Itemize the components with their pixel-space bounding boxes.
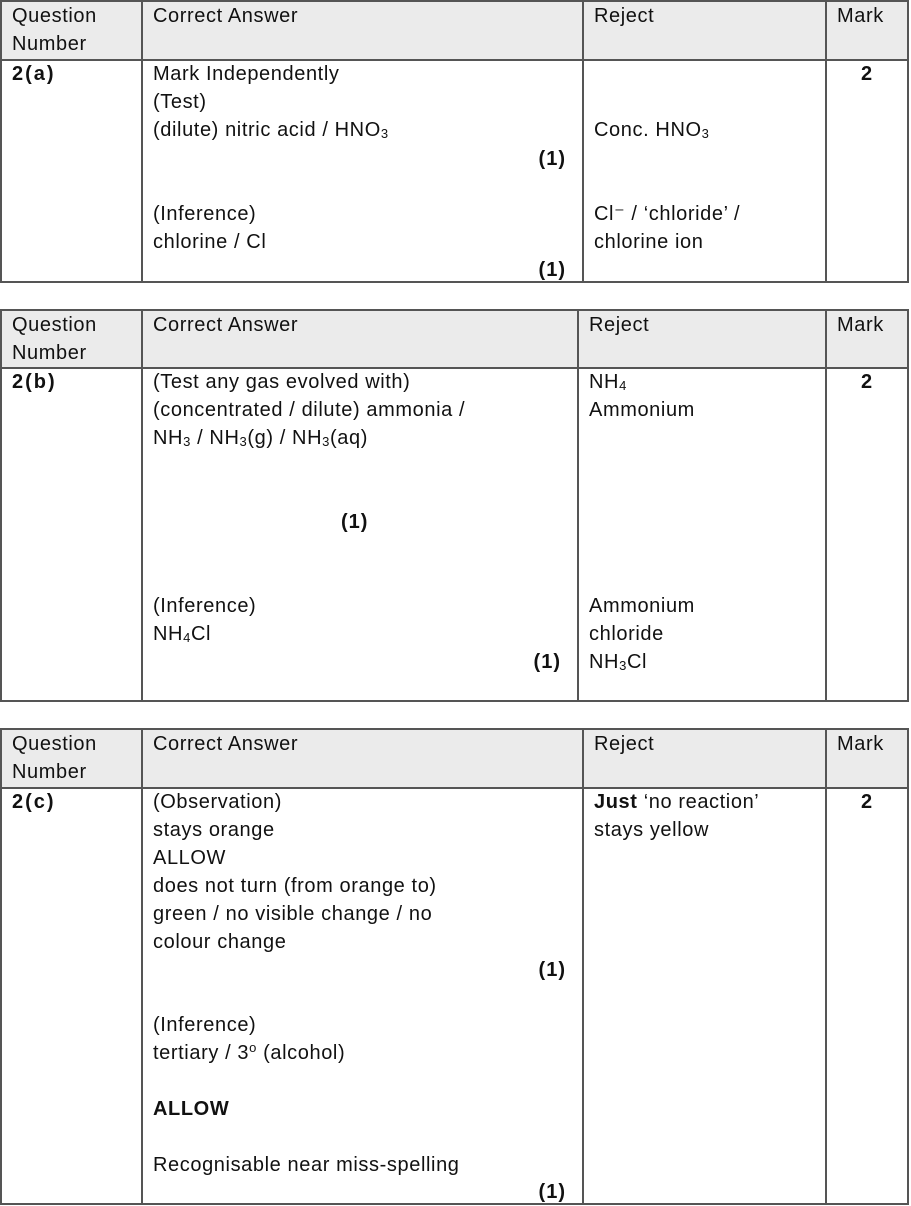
reject-line: stays yellow	[594, 819, 710, 841]
header-label: Mark	[837, 733, 884, 755]
header-question-number	[2, 730, 141, 787]
header-label: Mark	[837, 314, 884, 336]
header-mark	[825, 311, 907, 367]
mark-scheme-table-2b	[0, 309, 909, 702]
answer-text: / NH	[190, 427, 240, 449]
reject-text: NH	[589, 651, 620, 673]
reject-line: chloride	[589, 623, 664, 645]
reject-line: chlorine ion	[594, 231, 704, 253]
table-header-row	[2, 311, 907, 369]
subscript: 3	[380, 126, 389, 141]
answer-line: chlorine / Cl	[153, 231, 267, 253]
total-mark: 2	[860, 63, 874, 85]
header-label: Reject	[594, 5, 655, 27]
reject-line	[594, 116, 710, 144]
answer-line: ALLOW	[153, 1098, 230, 1120]
answer-text: (dilute) nitric acid / HNO	[153, 119, 381, 141]
table-row	[2, 59, 907, 281]
table-header-row	[2, 2, 907, 61]
answer-text: NH	[153, 623, 184, 645]
superscript: o	[249, 1040, 257, 1055]
mark-allocation: (1)	[538, 1181, 566, 1203]
answer-line: (Test)	[153, 91, 207, 113]
reject-text-bold: Just	[594, 791, 638, 813]
answer-line: (Observation)	[153, 791, 282, 813]
header-label: Question	[12, 5, 97, 27]
correct-answer-cell	[141, 59, 582, 281]
header-label: Question	[12, 733, 97, 755]
mark-scheme-table-2c	[0, 728, 909, 1205]
header-reject	[582, 2, 825, 59]
answer-line	[153, 620, 211, 648]
reject-line	[589, 368, 627, 396]
answer-line: colour change	[153, 931, 287, 953]
correct-answer-cell	[141, 367, 577, 700]
header-correct-answer	[141, 311, 577, 367]
header-label: Number	[12, 761, 87, 783]
reject-text: Conc. HNO	[594, 119, 702, 141]
reject-line: Cl⁻ / ‘chloride’ /	[594, 203, 741, 225]
question-number: 2(b)	[12, 371, 57, 393]
answer-text: tertiary / 3	[153, 1042, 250, 1064]
reject-line: Ammonium	[589, 399, 695, 421]
header-label: Mark	[837, 5, 884, 27]
question-number-cell	[2, 367, 141, 700]
reject-line	[589, 648, 647, 676]
answer-text: Cl	[190, 623, 212, 645]
question-number-cell	[2, 787, 141, 1203]
reject-line	[594, 788, 759, 816]
reject-cell	[582, 787, 825, 1203]
answer-line	[153, 1039, 345, 1067]
mark-cell	[825, 787, 907, 1203]
header-question-number	[2, 2, 141, 59]
answer-line: Mark Independently	[153, 63, 340, 85]
subscript: 3	[322, 434, 330, 449]
answer-line	[153, 424, 368, 452]
answer-line: (Inference)	[153, 1014, 257, 1036]
mark-cell	[825, 59, 907, 281]
table-header-row	[2, 730, 907, 789]
answer-text: (g) / NH	[247, 427, 323, 449]
mark-allocation: (1)	[538, 259, 566, 281]
header-reject	[577, 311, 825, 367]
correct-answer-cell	[141, 787, 582, 1203]
header-question-number	[2, 311, 141, 367]
total-mark: 2	[860, 371, 874, 393]
total-mark: 2	[860, 791, 874, 813]
answer-line	[153, 116, 389, 144]
reject-text: ‘no reaction’	[637, 791, 760, 813]
answer-line: ALLOW	[153, 847, 227, 869]
reject-cell	[577, 367, 825, 700]
header-mark	[825, 730, 907, 787]
mark-allocation: (1)	[533, 651, 561, 673]
answer-line: Recognisable near miss-spelling	[153, 1154, 460, 1176]
mark-allocation: (1)	[538, 959, 566, 981]
answer-line: (Inference)	[153, 203, 257, 225]
reject-text: NH	[589, 371, 620, 393]
question-number-cell	[2, 59, 141, 281]
subscript: 3	[619, 658, 627, 673]
header-label: Reject	[589, 314, 650, 336]
mark-scheme-table-2a	[0, 0, 909, 283]
header-correct-answer	[141, 2, 582, 59]
answer-line: does not turn (from orange to)	[153, 875, 437, 897]
subscript: 3	[239, 434, 248, 449]
header-label: Number	[12, 33, 87, 55]
answer-line: (Test any gas evolved with)	[153, 371, 411, 393]
answer-line: green / no visible change / no	[153, 903, 433, 925]
header-label: Reject	[594, 733, 655, 755]
answer-text: (alcohol)	[256, 1042, 346, 1064]
mark-allocation: (1)	[538, 148, 566, 170]
reject-line: Ammonium	[589, 595, 695, 617]
answer-text: NH	[153, 427, 184, 449]
answer-line: stays orange	[153, 819, 275, 841]
mark-allocation: (1)	[341, 511, 369, 533]
subscript: 3	[183, 434, 191, 449]
header-label: Correct Answer	[153, 314, 299, 336]
answer-text: (aq)	[330, 427, 368, 449]
header-correct-answer	[141, 730, 582, 787]
reject-cell	[582, 59, 825, 281]
table-row	[2, 787, 907, 1203]
answer-line: (Inference)	[153, 595, 257, 617]
header-label: Number	[12, 342, 87, 364]
header-label: Question	[12, 314, 97, 336]
header-reject	[582, 730, 825, 787]
subscript: 4	[183, 630, 191, 645]
answer-line: (concentrated / dilute) ammonia /	[153, 399, 466, 421]
header-label: Correct Answer	[153, 5, 299, 27]
question-number: 2(a)	[12, 63, 56, 85]
mark-cell	[825, 367, 907, 700]
question-number: 2(c)	[12, 791, 56, 813]
table-row	[2, 367, 907, 700]
header-mark	[825, 2, 907, 59]
reject-text: Cl	[626, 651, 648, 673]
subscript: 3	[701, 126, 710, 141]
header-label: Correct Answer	[153, 733, 299, 755]
subscript: 4	[619, 378, 627, 393]
